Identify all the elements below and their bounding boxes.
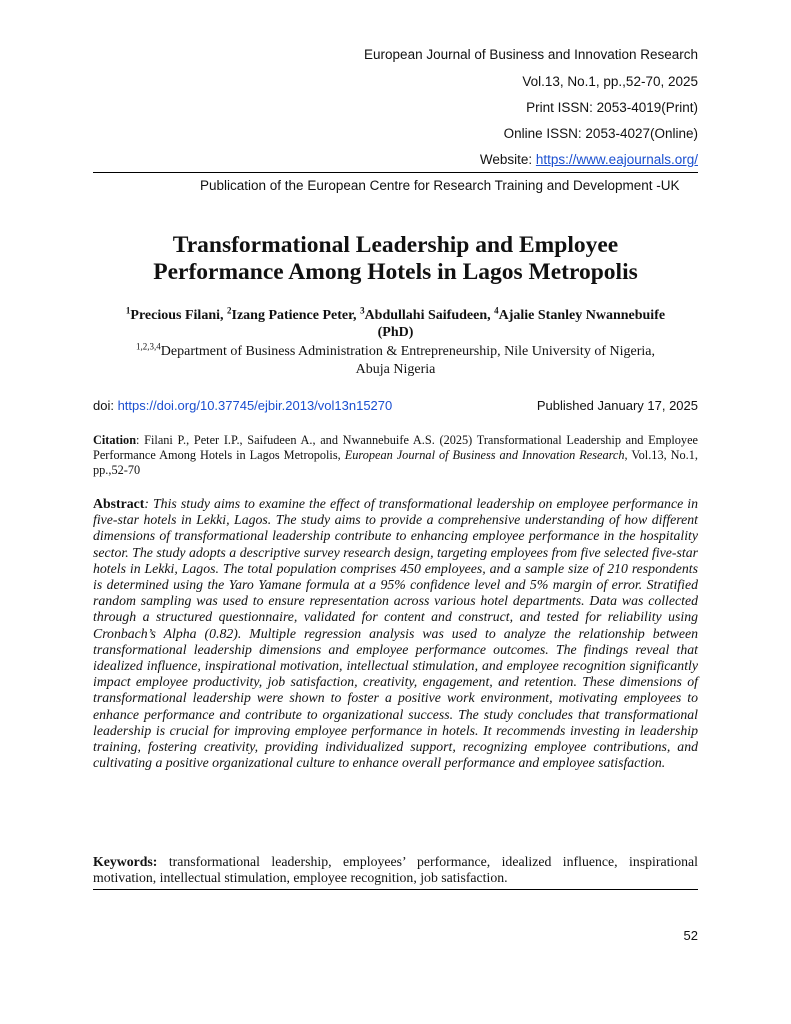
citation-journal: European Journal of Business and Innovation Research xyxy=(344,448,625,462)
website-line xyxy=(480,152,698,167)
title-line-2: Performance Among Hotels in Lagos Metropolis xyxy=(153,259,638,285)
affiliation xyxy=(93,343,698,379)
keywords-text: transformational leadership, employees’ performance, idealized influence, inspirational motivation, intellectual stimulation, employee recognition, job satisfaction. xyxy=(93,854,698,886)
author-list xyxy=(93,307,698,341)
doi-link[interactable]: https://doi.org/10.37745/ejbir.2013/vol13n15270 xyxy=(117,398,393,413)
keywords xyxy=(93,854,698,886)
author-4-sup: 4 xyxy=(494,305,499,316)
volume-info: Vol.13, No.1, pp.,52-70, 2025 xyxy=(522,74,698,89)
citation xyxy=(93,433,698,478)
doi-label: doi: xyxy=(93,398,118,413)
abstract-label: Abstract xyxy=(93,496,145,511)
citation-label: Citation xyxy=(93,433,137,447)
header-rule xyxy=(93,172,698,173)
published-date: Published January 17, 2025 xyxy=(536,398,698,413)
author-2-sup: 2 xyxy=(227,305,232,316)
author-4-degree: (PhD) xyxy=(377,325,414,340)
title-line-1: Transformational Leadership and Employee xyxy=(172,232,619,258)
affiliation-line-2: Abuja Nigeria xyxy=(355,362,436,377)
citation-tail: , Vol.13, No.1, pp.,52-70 xyxy=(93,448,698,477)
affiliation-sup: 1,2,3,4 xyxy=(136,341,161,352)
affiliation-line-1: Department of Business Administration & Entrepreneurship, Nile University of Nigeria, xyxy=(160,344,655,359)
author-1-sup: 1 xyxy=(125,305,131,316)
online-issn: Online ISSN: 2053-4027(Online) xyxy=(503,126,698,141)
citation-text: : Filani P., Peter I.P., Saifudeen A., and Nwannebuife A.S. (2025) Transformational Leadership and Employee Performance Among Hotels in Lagos Metropolis, xyxy=(93,433,698,462)
doi-row xyxy=(93,398,698,413)
keywords-rule xyxy=(93,889,698,890)
website-label: Website: xyxy=(479,152,536,167)
website-link[interactable]: https://www.eajournals.org/ xyxy=(535,152,698,167)
abstract-text: : This study aims to examine the effect of transformational leadership on employee performance in five-star hotels in Lekki, Lagos. The study aims to provide a comprehensive understanding of how different dimensions of transformational leadership contribute to enhancing employee performance in the hospitality sector. The study adopts a descriptive survey research design, targeting employees from five selected five-star hotels in Lekki, Lagos. The total population comprises 450 employees, and a sample size of 210 respondents is determined using the Yaro Yamane formula at a 95% confidence level and 5% margin of error. Stratified random sampling was used to ensure representation across various hotel departments. Data was collected through a structured questionnaire, validated for content and construct, and tested for reliability using Cronbach’s Alpha (0.82). Multiple regression analysis was used to analyze the relationship between transformational leadership dimensions and employee performance outcomes. The findings reveal that idealized influence, inspirational motivation, intellectual stimulation, and employee recognition significantly impact employee productivity, job satisfaction, creativity, engagement, and retention. These dimensions of transformational leadership were shown to foster a positive work environment, motivating employees to enhance performance and contribute to organizational success. The study concludes that transformational leadership is crucial for improving employee performance in hotels. It recommends investing in leadership training, fostering creativity, providing individualized support, recognizing employee contributions, and cultivating a positive organizational culture to enhance overall performance and employee satisfaction. xyxy=(93,496,698,771)
journal-name: European Journal of Business and Innovation Research xyxy=(364,47,698,62)
doi xyxy=(93,398,392,413)
author-3: Abdullahi Saifudeen, xyxy=(364,308,495,323)
author-4: Ajalie Stanley Nwannebuife xyxy=(498,308,666,323)
publisher-line: Publication of the European Centre for Research Training and Development -UK xyxy=(200,178,680,193)
author-3-sup: 3 xyxy=(360,305,365,316)
paper-title xyxy=(93,232,698,286)
print-issn: Print ISSN: 2053-4019(Print) xyxy=(526,100,698,115)
abstract xyxy=(93,496,698,771)
page-number: 52 xyxy=(683,928,698,943)
author-2: Izang Patience Peter, xyxy=(231,308,361,323)
author-1: Precious Filani, xyxy=(130,308,227,323)
keywords-label: Keywords: xyxy=(93,854,158,869)
